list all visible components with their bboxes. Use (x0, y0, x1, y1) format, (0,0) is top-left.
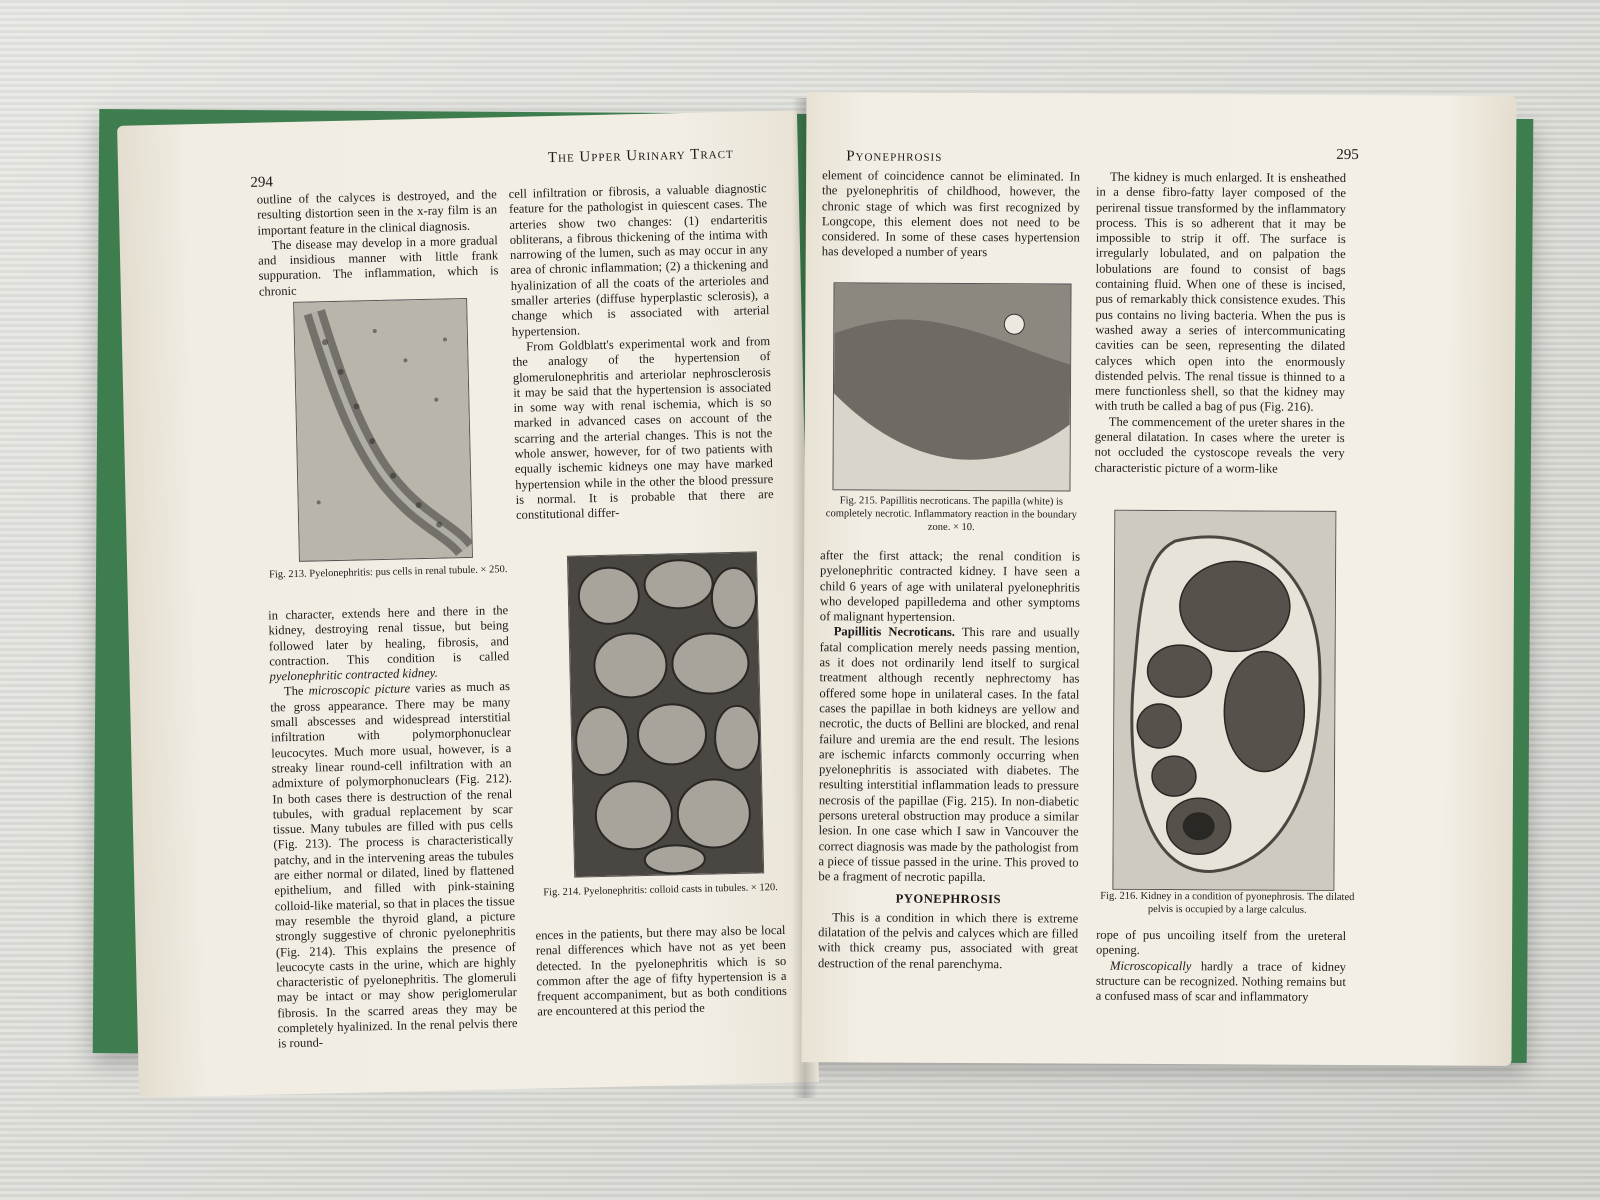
figure-216 (1112, 510, 1336, 891)
right-col1-bottom (818, 548, 1080, 972)
page-number: 294 (250, 174, 274, 191)
right-page (801, 92, 1516, 1066)
figure-215 (832, 282, 1071, 491)
emphasis: pyelonephritic contracted kidney. (269, 665, 438, 684)
right-col1-top (822, 168, 1080, 261)
left-col1-bottom (268, 603, 518, 1052)
paragraph: The disease may develop in a more gradual and insidious manner with little frank suppuration. The inflammation, which is chronic (258, 233, 499, 299)
paragraph (818, 625, 1079, 886)
running-head: Pyonephrosis (846, 148, 943, 165)
left-page (117, 110, 819, 1097)
figure-216-caption: Fig. 216. Kidney in a condition of pyonephrosis. The dilated pelvis is occupied by a large calculus. (1100, 890, 1355, 916)
figure-214 (567, 551, 764, 877)
section-heading: PYONEPHROSIS (895, 891, 1002, 906)
right-col2-top (1095, 170, 1347, 477)
figure-215-caption: Fig. 215. Papillitis necroticans. The papilla (white) is completely necrotic. Inflammatory reaction in the boundary zone. × 10. (825, 495, 1077, 534)
paragraph: rope of pus uncoiling itself from the ureteral opening. (1096, 927, 1347, 958)
left-col1-top (257, 187, 499, 299)
left-col2-top (509, 181, 775, 523)
text: in character, extends here and there in the kidney, destroying renal tissue, but being followed later by healing, fibrosis, and contraction. This condition is called (268, 603, 510, 669)
text: varies as much as the gross appearance. There may be many small abscesses and widespread interstitial infiltration with polymorphonuclear leucocytes. Much more usual, however, is a streaky linear round-cell infiltration with an admixture of polymorphonuclears (Fig. 212). In both cases there is destruction of the renal tubules, with gradual replacement by scar tissue. Many tubules are filled with pus cells (Fig. 213). The process is characteristically patchy, and in the intervening areas the tubules are either normal or dilated, lined by flattened epithelium, and filled with pink-staining colloid-like material, so that in places the tissue may resemble the thyroid gland, a picture strongly suggestive of chronic pyelonephritis (Fig. 214). This explains the presence of leucocyte casts in the urine, which are highly characteristic of pyelonephritis. The glomeruli may be intact or may show periglomerular fibrosis. In the scarred areas they may be completely hyalinized. In the renal pelvis there is round- (270, 679, 518, 1051)
paragraph: ences in the patients, but there may also be local renal differences which have not as yet been detected. In the pyelonephritis which is so common after the age of fifty hypertension is a frequent accompaniment, but as both conditions are encountered at this period the (535, 922, 788, 1020)
paragraph: The kidney is much enlarged. It is ensheathed in a dense fibro-fatty layer composed of the perirenal tissue transformed by the inflammatory process. This is so adherent that it may be impossible to strip it off. The surface is irregularly lobulated, and on palpation the lobulations are found to consist of bags containing fluid. When one of these is incised, pus of remarkably thick consistence exudes. This pus contains no living bacteria. When the pus is washed away a series of intercommunicating cavities can be seen, representing the dilated calyces which open into the enormously distended pelvis. The renal tissue is thinned to a mere functionless shell, so that the kidney may with truth be called a bag of pus (Fig. 216). (1094, 169, 1347, 415)
paragraph: element of coincidence cannot be eliminated. In the pyelonephritis of childhood, however, the chronic stage of which was first recognized by Longcope, this element does not need to be considered. In some of these cases hypertension has developed a number of years (821, 168, 1081, 260)
paragraph (1096, 958, 1346, 1005)
paragraph: This is a condition in which there is extreme dilatation of the pelvis and calyces which are filled with thick creamy pus, associated with great destruction of the renal parenchyma. (817, 910, 1079, 971)
text: hardly a trace of kidney structure can be recognized. Nothing remains but a confused mass of scar and inflammatory (1095, 958, 1347, 1004)
subsection-heading: Papillitis Necroticans. (833, 624, 956, 640)
left-col2-bottom (535, 923, 787, 1020)
figure-214-caption: Fig. 214. Pyelonephritis: colloid casts in tubules. × 120. (543, 882, 778, 899)
right-col2-bottom (1096, 928, 1346, 1006)
paragraph: The commencement of the ureter shares in the general dilatation. In cases where the ureter is not occluded the cystoscope reveals the very characteristic picture of a worm-like (1094, 414, 1345, 476)
paragraph: outline of the calyces is destroyed, and the resulting distortion seen in the x-ray film is an important feature in the clinical diagnosis. (256, 187, 498, 238)
figure-213 (293, 298, 473, 562)
page-number: 295 (1336, 146, 1359, 164)
emphasis: microscopic picture (308, 681, 411, 699)
text: This rare and usually fatal complication merely needs passing mention, as it does not ordinarily lend itself to surgical treatment although recently nephrectomy has offered some hope in unilateral cases. In the fatal cases the papillae in both kidneys are yellow and necrotic, the ducts of Bellini are blocked, and renal failure and uremia are the end result. The lesions are ischemic infarcts commonly occurring when pyelonephritis is associated with diabetes. The resulting interstitial inflammation leads to pressure necrosis of the papillae (Fig. 215). In non-diabetic persons ureteral obstruction may produce a similar lesion. In one case which I saw in Vancouver the correct diagnosis was made by the pathologist from a piece of tissue passed in the urine. This proved to be a fragment of necrotic papilla. (818, 625, 1080, 885)
paragraph: cell infiltration or fibrosis, a valuable diagnostic feature for the pathologist in quiescent cases. The arteries show two changes: (1) endarteritis obliterans, a fibrous thickening of the intima with narrowing of the lumen, such as may occur in any area of chronic inflammation; (2) a thickening and hyalinization of all the coats of the arterioles and smaller arteries (diffuse hyperplastic sclerosis), a change which is associated with arterial hypertension. (508, 181, 770, 339)
figure-213-caption: Fig. 213. Pyelonephritis: pus cells in renal tubule. × 250. (268, 564, 508, 581)
running-head: The Upper Urinary Tract (547, 145, 734, 167)
emphasis: Microscopically (1109, 958, 1192, 973)
paragraph (270, 680, 518, 1052)
text: The (283, 684, 309, 699)
paragraph (268, 603, 510, 685)
paragraph: after the first attack; the renal condition is pyelonephritic contracted kidney. I have seen a child 6 years of age with unilateral pyelonephritis who developed papilledema and other symptoms of malignant hypertension. (819, 548, 1081, 625)
paragraph: From Goldblatt's experimental work and from the analogy of the hypertension of glomerulonephritis and arteriolar nephrosclerosis it may be said that the hypertension is associated in some way with renal ischemia, which is so marked in advanced cases on account of the scarring and the arterial changes. This is not the whole answer, however, for of two patients with equally ischemic kidneys one may have marked hypertension while in the other the blood pressure is normal. It is probable that there are constitutional differ- (512, 334, 774, 523)
